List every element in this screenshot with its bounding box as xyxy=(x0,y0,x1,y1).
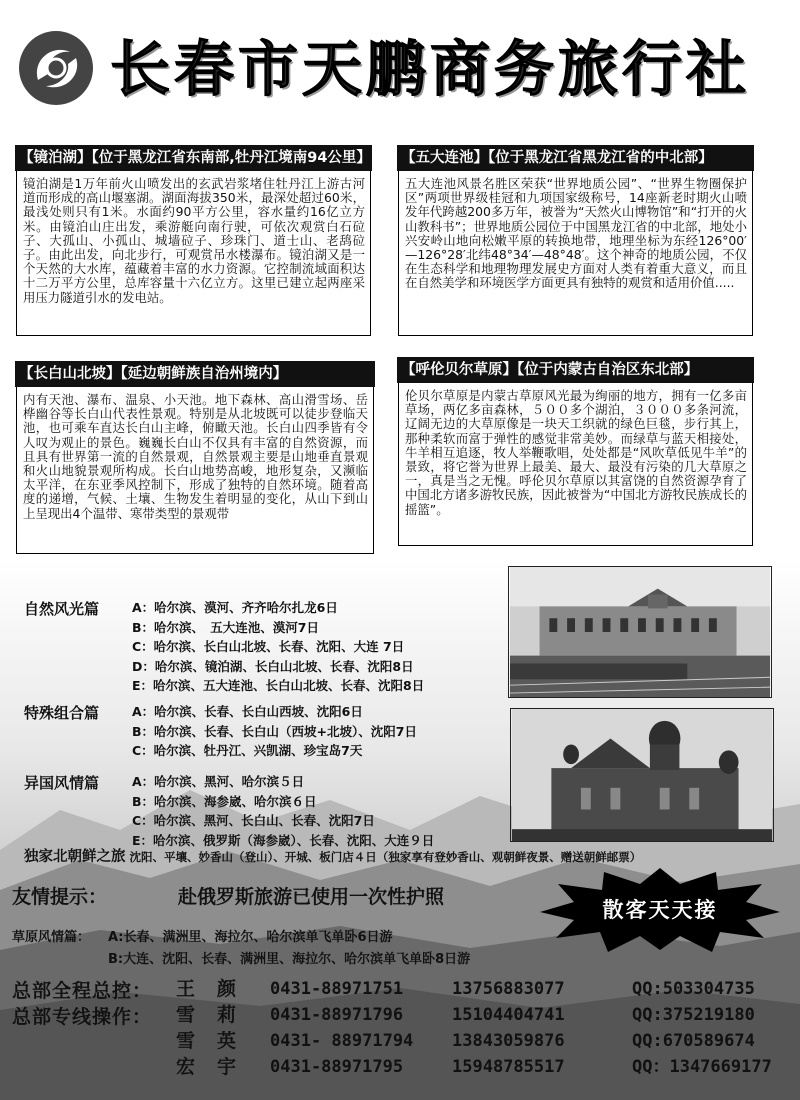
contact-qq: QQ：1347669177 xyxy=(632,1057,772,1077)
itinerary-route: A：哈尔滨、漠河、齐齐哈尔扎龙6日 xyxy=(132,600,338,615)
contact-mobile: 13843059876 xyxy=(452,1031,565,1051)
itinerary-route: D：哈尔滨、镜泊湖、长白山北坡、长春、沈阳8日 xyxy=(132,658,414,674)
contact-row xyxy=(0,1002,800,1028)
destination-box-jingpo-lake xyxy=(16,146,371,336)
itinerary-title-natural: 自然风光篇 xyxy=(24,600,100,618)
contact-name: 雪英 xyxy=(176,1030,259,1052)
agency-logo xyxy=(18,30,94,106)
contact-row xyxy=(0,1028,800,1054)
friendly-tip-text: 赴俄罗斯旅游已使用一次性护照 xyxy=(178,886,445,908)
role-general-control: 总部全程总控： xyxy=(12,980,153,1002)
destination-description: 五大连池风景名胜区荣获“世界地质公园”、“世界生物圈保护区”两项世界级桂冠和九项国家级称号，14座新老时期火山喷发年代跨越200多万年，被誉为“天然火山博物馆”和“打开的火山教科书”；世界地质公园位于中国黑龙江省的中北部，地处小兴安岭山地向松嫩平原的转换地带，地理坐标为东经126°00′—126°28′北纬48°34′—48°48′。这个神奇的地质公园，不仅在生态科学和地理物理发展史方面对人类有着重大意义，而且在自然美学和环境医学方面更具有独特的观赏和适用价值..... xyxy=(405,176,747,291)
destination-box-changbai-north xyxy=(16,362,374,554)
itinerary-title-foreign: 异国风情篇 xyxy=(24,774,100,792)
contact-mobile: 15104404741 xyxy=(452,1005,565,1025)
contact-name: 宏宇 xyxy=(176,1056,259,1078)
contact-qq: QQ:670589674 xyxy=(632,1031,755,1051)
burst-text: 散客天天接 xyxy=(602,898,718,922)
itinerary-route: C：哈尔滨、长白山北坡、长春、沈阳、大连 7日 xyxy=(132,639,405,654)
contact-name: 王颜 xyxy=(176,978,259,1000)
exclusive-tour-detail: 沈阳、平壤、妙香山（登山）、开城、板门店４日（独家享有登妙香山、观朝鲜夜景、赠送朝鲜邮票） xyxy=(129,850,642,864)
destination-box-wudalianchi xyxy=(398,146,753,336)
itinerary-route: B：哈尔滨、长春、长白山（西坡+北坡）、沈阳7日 xyxy=(132,723,417,739)
exclusive-tour-title: 独家北朝鲜之旅 xyxy=(24,848,126,865)
walk-in-guests-burst xyxy=(540,868,780,952)
grassland-route: B:大连、沈阳、长春、满洲里、海拉尔、哈尔滨单飞单卧8日游 xyxy=(108,952,471,967)
itinerary-route: B：哈尔滨、海参崴、哈尔滨６日 xyxy=(132,793,317,809)
itinerary-route: C：哈尔滨、牡丹江、兴凯湖、珍宝岛7天 xyxy=(132,743,363,758)
itinerary-route: A：哈尔滨、黑河、哈尔滨５日 xyxy=(132,774,305,789)
church-photo xyxy=(510,708,774,842)
destination-heading: 【五大连池】【位于黑龙江省黑龙江省的中北部】 xyxy=(397,145,754,171)
grassland-label: 草原风情篇： xyxy=(12,930,91,945)
contact-mobile: 15948785517 xyxy=(452,1057,565,1077)
destination-box-hulunbuir xyxy=(398,358,753,546)
itinerary-route: E：哈尔滨、五大连池、长白山北坡、长春、沈阳8日 xyxy=(132,678,425,693)
contact-phone: 0431- 88971794 xyxy=(270,1031,414,1051)
itinerary-route: B：哈尔滨、 五大连池、漠河7日 xyxy=(132,619,319,635)
railway-station-photo xyxy=(508,566,772,698)
destination-heading: 【呼伦贝尔草原】【位于内蒙古自治区东北部】 xyxy=(397,357,754,383)
contact-phone: 0431-88971751 xyxy=(270,979,404,999)
destination-heading: 【镜泊湖】【位于黑龙江省东南部,牡丹江境南94公里】 xyxy=(15,145,372,171)
contact-qq: QQ:375219180 xyxy=(632,1005,755,1025)
role-line-operation: 总部专线操作： xyxy=(12,1006,153,1028)
friendly-tip-label: 友情提示： xyxy=(12,886,108,908)
destination-description: 内有天池、瀑布、温泉、小天池。地下森林、高山滑雪场、岳桦幽谷等长白山代表性景观。特别是从北坡既可以徒步登临天池，也可乘车直达长白山主峰，俯瞰天池。长白山四季皆有令人叹为观止的景色。巍巍长白山不仅具有丰富的自然资源，而且具有世界第一流的自然景观，自然景观主要是山地垂直景观和火山地貌景观所构成。长白山地势高峻，地形复杂，又濒临太平洋，在东亚季风控制下，形成了独特的自然环境。随着高度的递增，气候、土壤、生物发生着明显的变化，从山下到山上呈现出4个温带、寒带类型的景观带 xyxy=(23,392,368,521)
exclusive-north-korea-tour xyxy=(24,845,794,867)
itinerary-list-foreign xyxy=(132,772,434,850)
itinerary-route: A：哈尔滨、长春、长白山西坡、沈阳6日 xyxy=(132,704,363,719)
contact-name: 雪莉 xyxy=(176,1004,259,1026)
destination-description: 镜泊湖是1万年前火山喷发出的玄武岩浆堵住牡丹江上游古河道而形成的高山堰塞湖。湖面海拔350米，最深处超过60米，最浅处则只有1米。水面约90平方公里，容水量约16亿立方米。由镜泊山庄出发，乘游艇向南行驶，可依次观赏白石砬子、大孤山、小孤山、城墙砬子、珍珠门、道士山、老鸹砬子。由此出发，向北步行，可观赏吊水楼瀑布。镜泊湖又是一个天然的大水库，蕴藏着丰富的水力资源。它控制流域面积达十二万平方公里，总库容量十六亿立方。这里已建立起两座采用压力隧道引水的发电站。 xyxy=(23,176,365,305)
contact-qq: QQ:503304735 xyxy=(632,979,755,999)
contact-row xyxy=(0,976,800,1002)
itinerary-route: E：哈尔滨、俄罗斯（海参崴）、长春、沈阳、大连９日 xyxy=(132,832,435,848)
contact-phone: 0431-88971795 xyxy=(270,1057,404,1077)
contact-mobile: 13756883077 xyxy=(452,979,565,999)
contact-phone: 0431-88971796 xyxy=(270,1005,404,1025)
contact-row xyxy=(0,1054,800,1080)
destination-heading: 【长白山北坡】【延边朝鲜族自治州境内】 xyxy=(15,361,375,387)
itinerary-list-natural xyxy=(132,598,424,696)
itinerary-list-special xyxy=(132,702,417,761)
itinerary-title-special: 特殊组合篇 xyxy=(24,704,100,722)
itinerary-route: C：哈尔滨、黑河、长白山、长春、沈阳7日 xyxy=(132,813,375,828)
destination-description: 伦贝尔草原是内蒙古草原风光最为绚丽的地方，拥有一亿多亩草场，两亿多亩森林，５００多个湖泊，３０００多条河流，辽阔无边的大草原像是一块天工织就的绿色巨毯，步行其上，那种柔软而富于弹性的感觉非常美妙。而绿草与蓝天相接处，牛羊相互追逐，牧人举鞭歌唱，处处都是“风吹草低见牛羊”的景致，将它誉为世界上最美、最大、最没有污染的几大草原之一，真是当之无愧。呼伦贝尔草原以其富饶的自然资源孕育了中国北方诸多游牧民族，因此被誉为“中国北方游牧民族成长的摇篮”。 xyxy=(405,388,747,517)
agency-title: 长春市天鹏商务旅行社 xyxy=(110,35,750,105)
grassland-route: A:长春、满洲里、海拉尔、哈尔滨单飞单卧6日游 xyxy=(108,930,393,945)
